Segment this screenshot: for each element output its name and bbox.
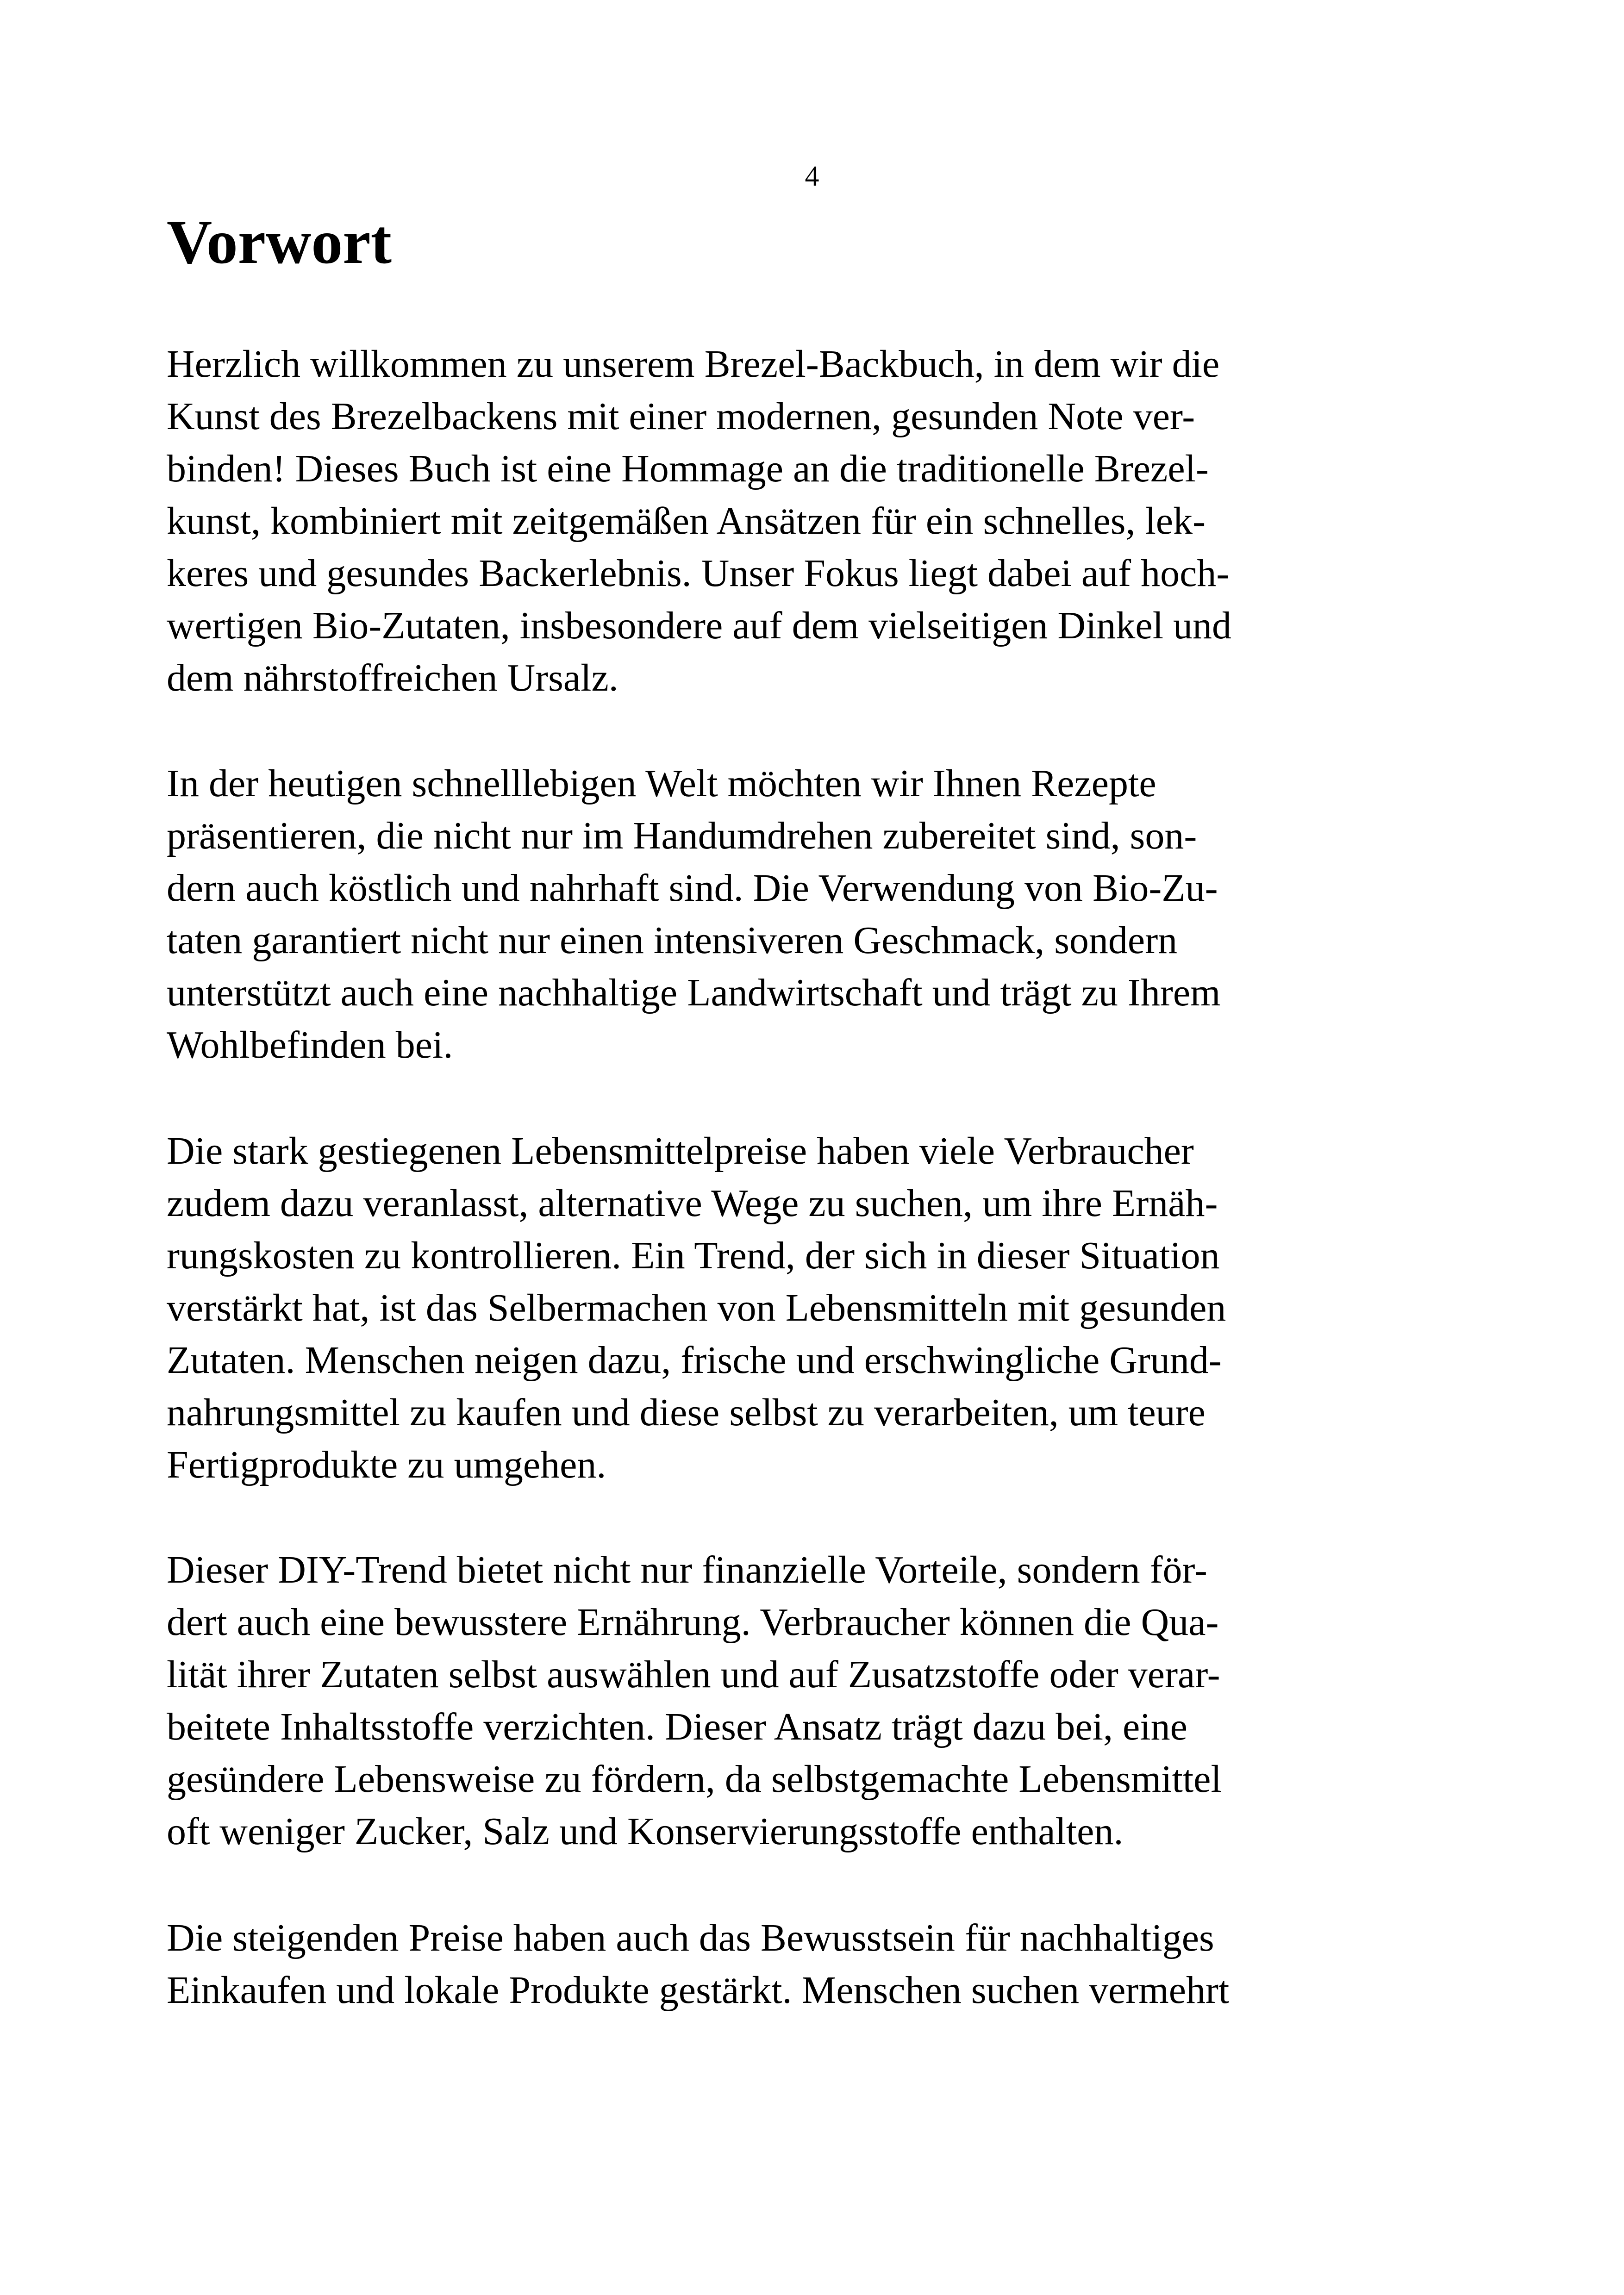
text-line: binden! Dieses Buch ist eine Hommage an die traditionelle Brezel- [167,447,1209,490]
text-line: taten garantiert nicht nur einen intensiveren Geschmack, sondern [167,919,1178,962]
paragraph-1 [167,338,1231,704]
text-line: Die stark gestiegenen Lebensmittelpreise haben viele Verbraucher [167,1129,1194,1172]
text-line: beitete Inhaltsstoffe verzichten. Dieser Ansatz trägt dazu bei, eine [167,1705,1187,1748]
paragraph-5 [167,1912,1229,2016]
text-line: zudem dazu veranlasst, alternative Wege zu suchen, um ihre Ernäh- [167,1182,1218,1225]
text-line: dert auch eine bewusstere Ernährung. Verbraucher können die Qua- [167,1601,1219,1644]
text-line: unterstützt auch eine nachhaltige Landwirtschaft und trägt zu Ihrem [167,971,1221,1014]
chapter-heading: Vorwort [167,207,392,277]
paragraph-4 [167,1544,1222,1858]
text-line: kunst, kombiniert mit zeitgemäßen Ansätzen für ein schnelles, lek- [167,499,1206,543]
text-line: nahrungsmittel zu kaufen und diese selbst zu verarbeiten, um teure [167,1391,1206,1434]
text-line: wertigen Bio-Zutaten, insbesondere auf dem vielseitigen Dinkel und [167,604,1232,647]
text-line: Dieser DIY-Trend bietet nicht nur finanzielle Vorteile, sondern för- [167,1548,1207,1591]
text-line: dern auch köstlich und nahrhaft sind. Die Verwendung von Bio-Zu- [167,867,1218,910]
paragraph-3 [167,1125,1226,1491]
text-line: Kunst des Brezelbackens mit einer modernen, gesunden Note ver- [167,395,1195,438]
text-line: Wohlbefinden bei. [167,1023,453,1066]
page-number: 4 [805,161,819,192]
text-line: keres und gesundes Backerlebnis. Unser Fokus liegt dabei auf hoch- [167,552,1230,595]
text-line: In der heutigen schnelllebigen Welt möchten wir Ihnen Rezepte [167,762,1156,805]
text-line: oft weniger Zucker, Salz und Konservierungsstoffe enthalten. [167,1810,1124,1853]
text-line: gesündere Lebensweise zu fördern, da selbstgemachte Lebensmittel [167,1758,1222,1801]
text-line: rungskosten zu kontrollieren. Ein Trend, der sich in dieser Situation [167,1234,1220,1277]
text-line: dem nährstoffreichen Ursalz. [167,656,618,699]
text-line: Herzlich willkommen zu unserem Brezel-Backbuch, in dem wir die [167,343,1220,386]
paragraph-2 [167,757,1220,1071]
text-line: Die steigenden Preise haben auch das Bewusstsein für nachhaltiges [167,1916,1214,1959]
text-line: Einkaufen und lokale Produkte gestärkt. Menschen suchen vermehrt [167,1969,1230,2012]
text-line: lität ihrer Zutaten selbst auswählen und auf Zusatzstoffe oder verar- [167,1653,1220,1696]
text-line: Zutaten. Menschen neigen dazu, frische und erschwingliche Grund- [167,1339,1222,1382]
text-line: präsentieren, die nicht nur im Handumdrehen zubereitet sind, son- [167,814,1197,857]
text-line: Fertigprodukte zu umgehen. [167,1443,606,1486]
text-line: verstärkt hat, ist das Selbermachen von Lebensmitteln mit gesunden [167,1286,1226,1329]
